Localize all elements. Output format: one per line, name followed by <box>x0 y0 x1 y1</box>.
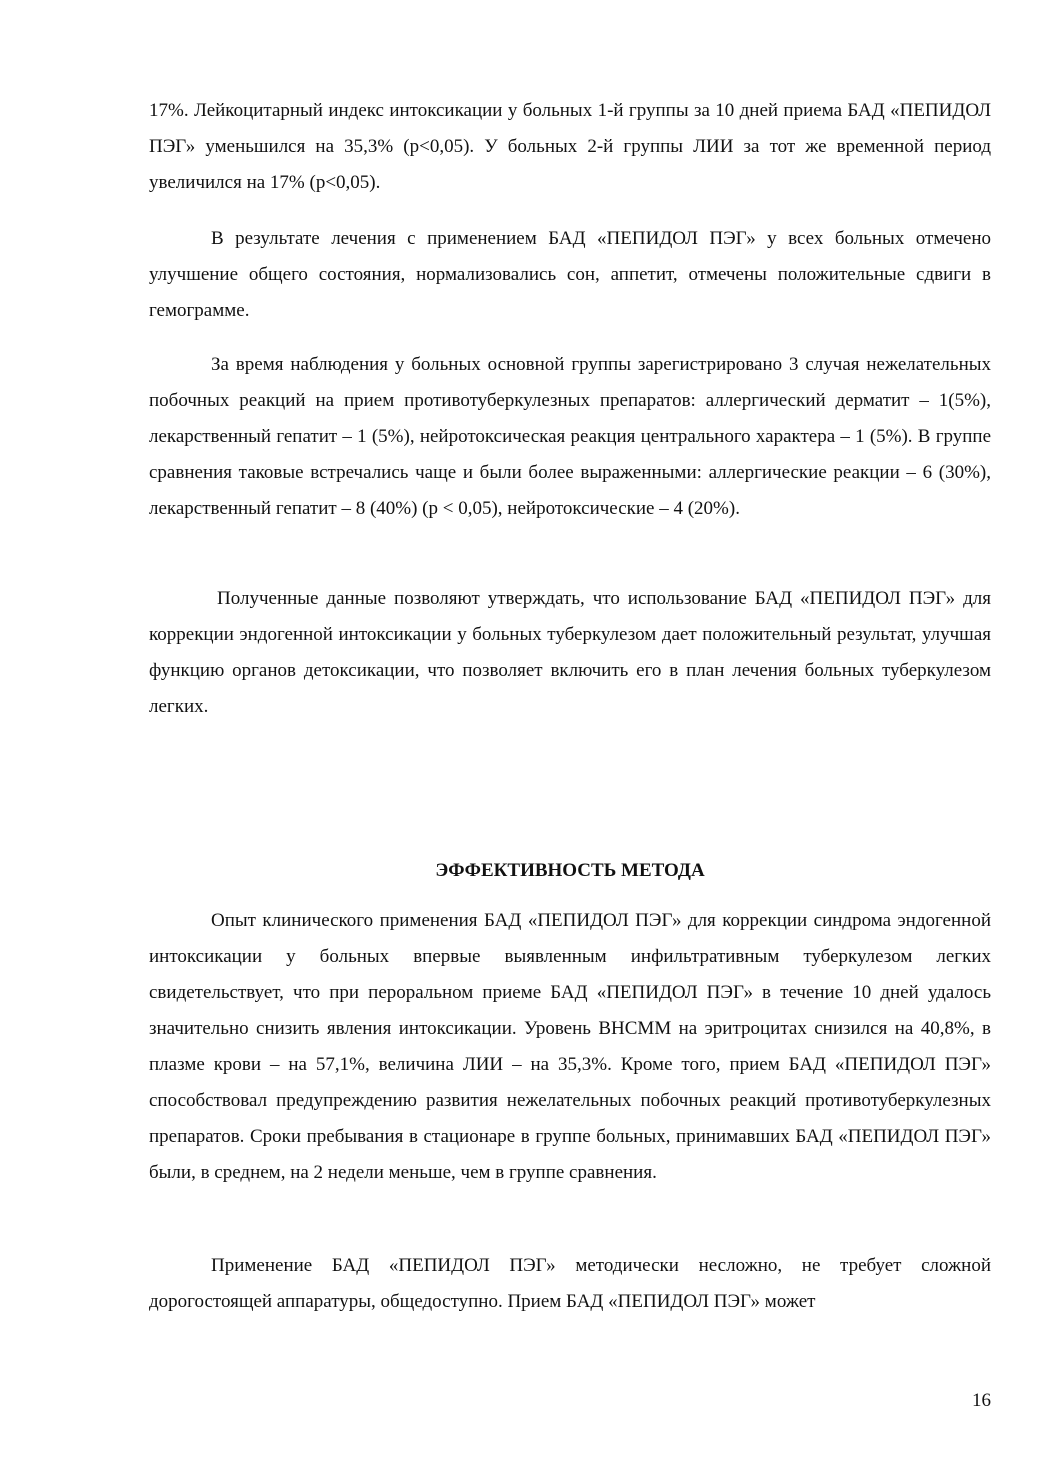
page-number: 16 <box>972 1390 991 1411</box>
paragraph-text: За время наблюдения у больных основной группы зарегистрировано 3 случая нежелательных побочных реакций на прием противотуберкулезных препаратов: аллергический дерматит – 1(5%), лекарственный гепатит – 1 (5%), нейротоксическая реакция центрального характера – 1 (5%). В группе сравнения таковые встречались чаще и были более выраженными: аллергические реакции – 6 (30%), лекарственный гепатит – 8 (40%) (р < 0,05), нейротоксические – 4 (20%). <box>149 354 991 519</box>
paragraph-text: 17%. Лейкоцитарный индекс интоксикации у больных 1-й группы за 10 дней приема БАД «ПЕПИДОЛ ПЭГ» уменьшился на 35,3% (р<0,05). У больных 2-й группы ЛИИ за тот же временной период увеличился на 17% (р<0,05). <box>149 100 991 193</box>
paragraph-text: Опыт клинического применения БАД «ПЕПИДОЛ ПЭГ» для коррекции синдрома эндогенной интоксикации у больных впервые выявленным инфильтративным туберкулезом легких свидетельствует, что при пероральном приеме БАД «ПЕПИДОЛ ПЭГ» в течение 10 дней удалось значительно снизить явления интоксикации. Уровень ВНСММ на эритроцитах снизился на 40,8%, в плазме крови – на 57,1%, величина ЛИИ – на 35,3%. Кроме того, прием БАД «ПЕПИДОЛ ПЭГ» способствовал предупреждению развития нежелательных побочных реакций противотуберкулезных препаратов. Сроки пребывания в стационаре в группе больных, принимавших БАД «ПЕПИДОЛ ПЭГ» были, в среднем, на 2 недели меньше, чем в группе сравнения. <box>149 910 991 1183</box>
paragraph-text: Применение БАД «ПЕПИДОЛ ПЭГ» методически несложно, не требует сложной дорогостоящей аппаратуры, общедоступно. Прием БАД «ПЕПИДОЛ ПЭГ» может <box>149 1255 991 1312</box>
paragraph-text: Полученные данные позволяют утверждать, что использование БАД «ПЕПИДОЛ ПЭГ» для коррекции эндогенной интоксикации у больных туберкулезом дает положительный результат, улучшая функцию органов детоксикации, что позволяет включить его в план лечения больных туберкулезом легких. <box>149 588 991 717</box>
section-heading: ЭФФЕКТИВНОСТЬ МЕТОДА <box>435 860 705 881</box>
paragraph-treatment-results <box>149 221 991 329</box>
paragraph-conclusion <box>149 581 991 725</box>
paragraph-side-effects <box>149 347 991 527</box>
paragraph-method-effectiveness <box>149 903 991 1191</box>
paragraph-method-application <box>149 1248 991 1320</box>
paragraph-text: В результате лечения с применением БАД «ПЕПИДОЛ ПЭГ» у всех больных отмечено улучшение общего состояния, нормализовались сон, аппетит, отмечены положительные сдвиги в гемограмме. <box>149 228 991 321</box>
paragraph-lii-results <box>149 93 991 201</box>
